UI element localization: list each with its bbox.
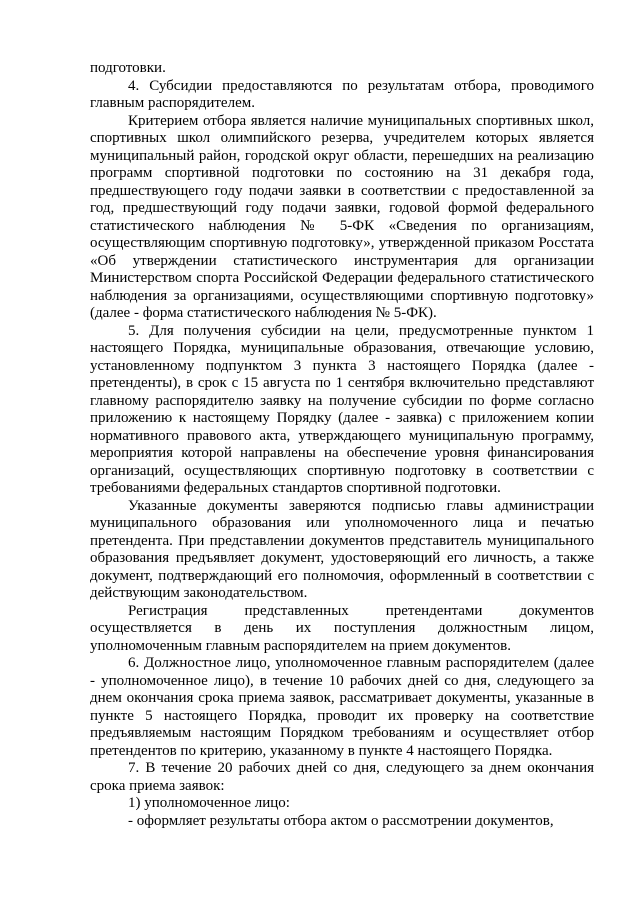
paragraph-item-5: 5. Для получения субсидии на цели, предусмотренные пунктом 1 настоящего Порядка, муниципальные образования, отвечающие условию, установленному подпунктом 3 пункта 3 настоящего Порядка (далее - претенденты), в срок с 15 августа по 1 сентября включительно представляют главному распорядителю заявку на получение субсидии по форме согласно приложению к настоящему Порядку (далее - заявка) с приложением копии нормативного правового акта, утверждающего муниципальную программу, мероприятия которой направлены на обеспечение уровня финансирования организаций, осуществляющих спортивную подготовку в соответствии с требованиями федеральных стандартов спортивной подготовки. bbox=[90, 322, 594, 496]
paragraph-item-7: 7. В течение 20 рабочих дней со дня, следующего за днем окончания срока приема заявок: bbox=[90, 760, 594, 794]
document-page bbox=[90, 60, 594, 830]
paragraph-documents-certification: Указанные документы заверяются подписью главы администрации муниципального образования или уполномоченного лица и печатью претендента. При представлении документов представитель муниципального образования предъявляет документ, удостоверяющий его личность, а также документ, подтверждающий его полномочия, оформленный в соответствии с действующим законодательством. bbox=[90, 497, 594, 601]
paragraph-subitem-dash: - оформляет результаты отбора актом о рассмотрении документов, bbox=[128, 812, 554, 829]
paragraph-item-4: 4. Субсидии предоставляются по результатам отбора, проводимого главным распорядителем. bbox=[90, 77, 594, 111]
paragraph-continuation: подготовки. bbox=[90, 60, 166, 76]
paragraph-registration: Регистрация представленных претендентами документов осуществляется в день их поступления должностным лицом, уполномоченным главным распорядителем на прием документов. bbox=[90, 602, 594, 654]
paragraph-subitem-1: 1) уполномоченное лицо: bbox=[128, 795, 290, 811]
paragraph-item-6: 6. Должностное лицо, уполномоченное главным распорядителем (далее - уполномоченное лицо), в течение 10 рабочих дней со дня, следующего за днем окончания срока приема заявок, рассматривает документы, указанные в пункте 5 настоящего Порядка, проводит их проверку на соответствие предъявляемым настоящим Порядком требованиям и осуществляет отбор претендентов по критерию, указанному в пункте 4 настоящего Порядка. bbox=[90, 655, 594, 759]
paragraph-selection-criterion: Критерием отбора является наличие муниципальных спортивных школ, спортивных школ олимпийского резерва, учредителем которых является муниципальный район, городской округ области, перешедших на реализацию программ спортивной подготовки по состоянию на 31 декабря года, предшествующего году подачи заявки в соответствии с предоставленной за год, предшествующий году подачи заявки, годовой формой федерального статистического наблюдения № 5-ФК «Сведения по организациям, осуществляющим спортивную подготовку», утвержденной приказом Росстата «Об утверждении статистического инструментария для организации Министерством спорта Российской Федерации федерального статистического наблюдения за организациями, осуществляющими спортивную подготовку» (далее - форма статистического наблюдения № 5-ФК). bbox=[90, 112, 594, 321]
